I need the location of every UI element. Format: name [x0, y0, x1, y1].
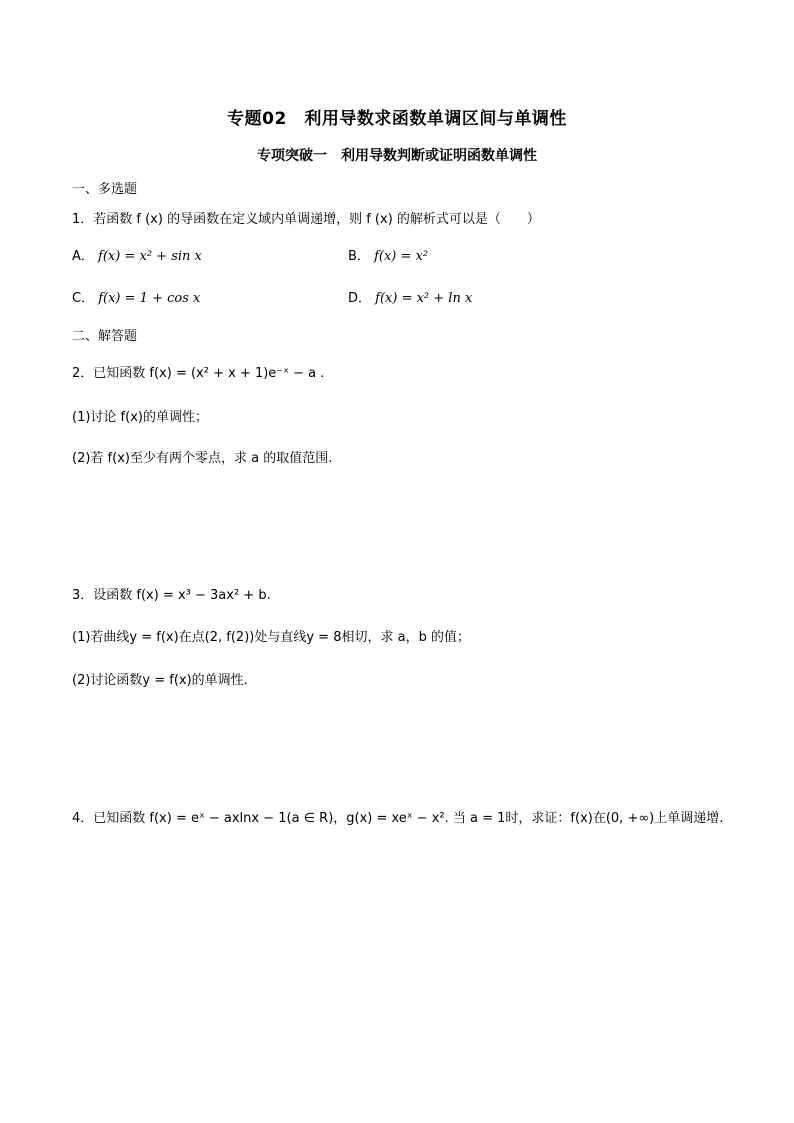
option-label: B． [348, 249, 370, 264]
question-3-part-1: (1)若曲线y = f(x)在点(2, f(2))处与直线y = 8相切，求 a，b 的值； [72, 630, 470, 645]
question-2-part-1: (1)讨论 f(x)的单调性； [72, 410, 208, 425]
option-expression: f(x) = x² + sin x [98, 249, 202, 264]
option-label: C． [72, 291, 95, 306]
question-4-stem: 4．已知函数 f(x) = eˣ − axlnx − 1(a ∈ R)，g(x) = xeˣ − x². 当 a = 1时，求证：f(x)在(0, +∞)上单调递增. [72, 811, 724, 826]
q1-option-a [72, 245, 202, 264]
question-2-stem: 2．已知函数 f(x) = (x² + x + 1)e⁻ˣ − a . [72, 366, 325, 381]
question-3-stem: 3．设函数 f(x) = x³ − 3ax² + b. [72, 588, 271, 603]
section-heading-multiple-choice: 一、多选题 [72, 182, 138, 197]
question-1-stem: 1．若函数 f (x) 的导函数在定义域内单调递增，则 f (x) 的解析式可以是（ ） [72, 212, 540, 227]
document-subtitle: 专项突破一 利用导数判断或证明函数单调性 [257, 148, 537, 164]
section-heading-free-response: 二、解答题 [72, 329, 138, 344]
q1-option-b [348, 245, 428, 264]
document-title: 专题02 利用导数求函数单调区间与单调性 [227, 109, 567, 129]
question-3-part-2: (2)讨论函数y = f(x)的单调性. [72, 673, 248, 688]
option-expression: f(x) = x² [374, 249, 429, 264]
option-expression: f(x) = x² + ln x [375, 291, 473, 306]
option-label: D． [348, 291, 372, 306]
option-label: A． [72, 249, 94, 264]
option-expression: f(x) = 1 + cos x [98, 291, 201, 306]
question-2-part-2: (2)若 f(x)至少有两个零点，求 a 的取值范围. [72, 451, 333, 466]
q1-option-c [72, 287, 200, 306]
q1-option-d [348, 287, 472, 306]
